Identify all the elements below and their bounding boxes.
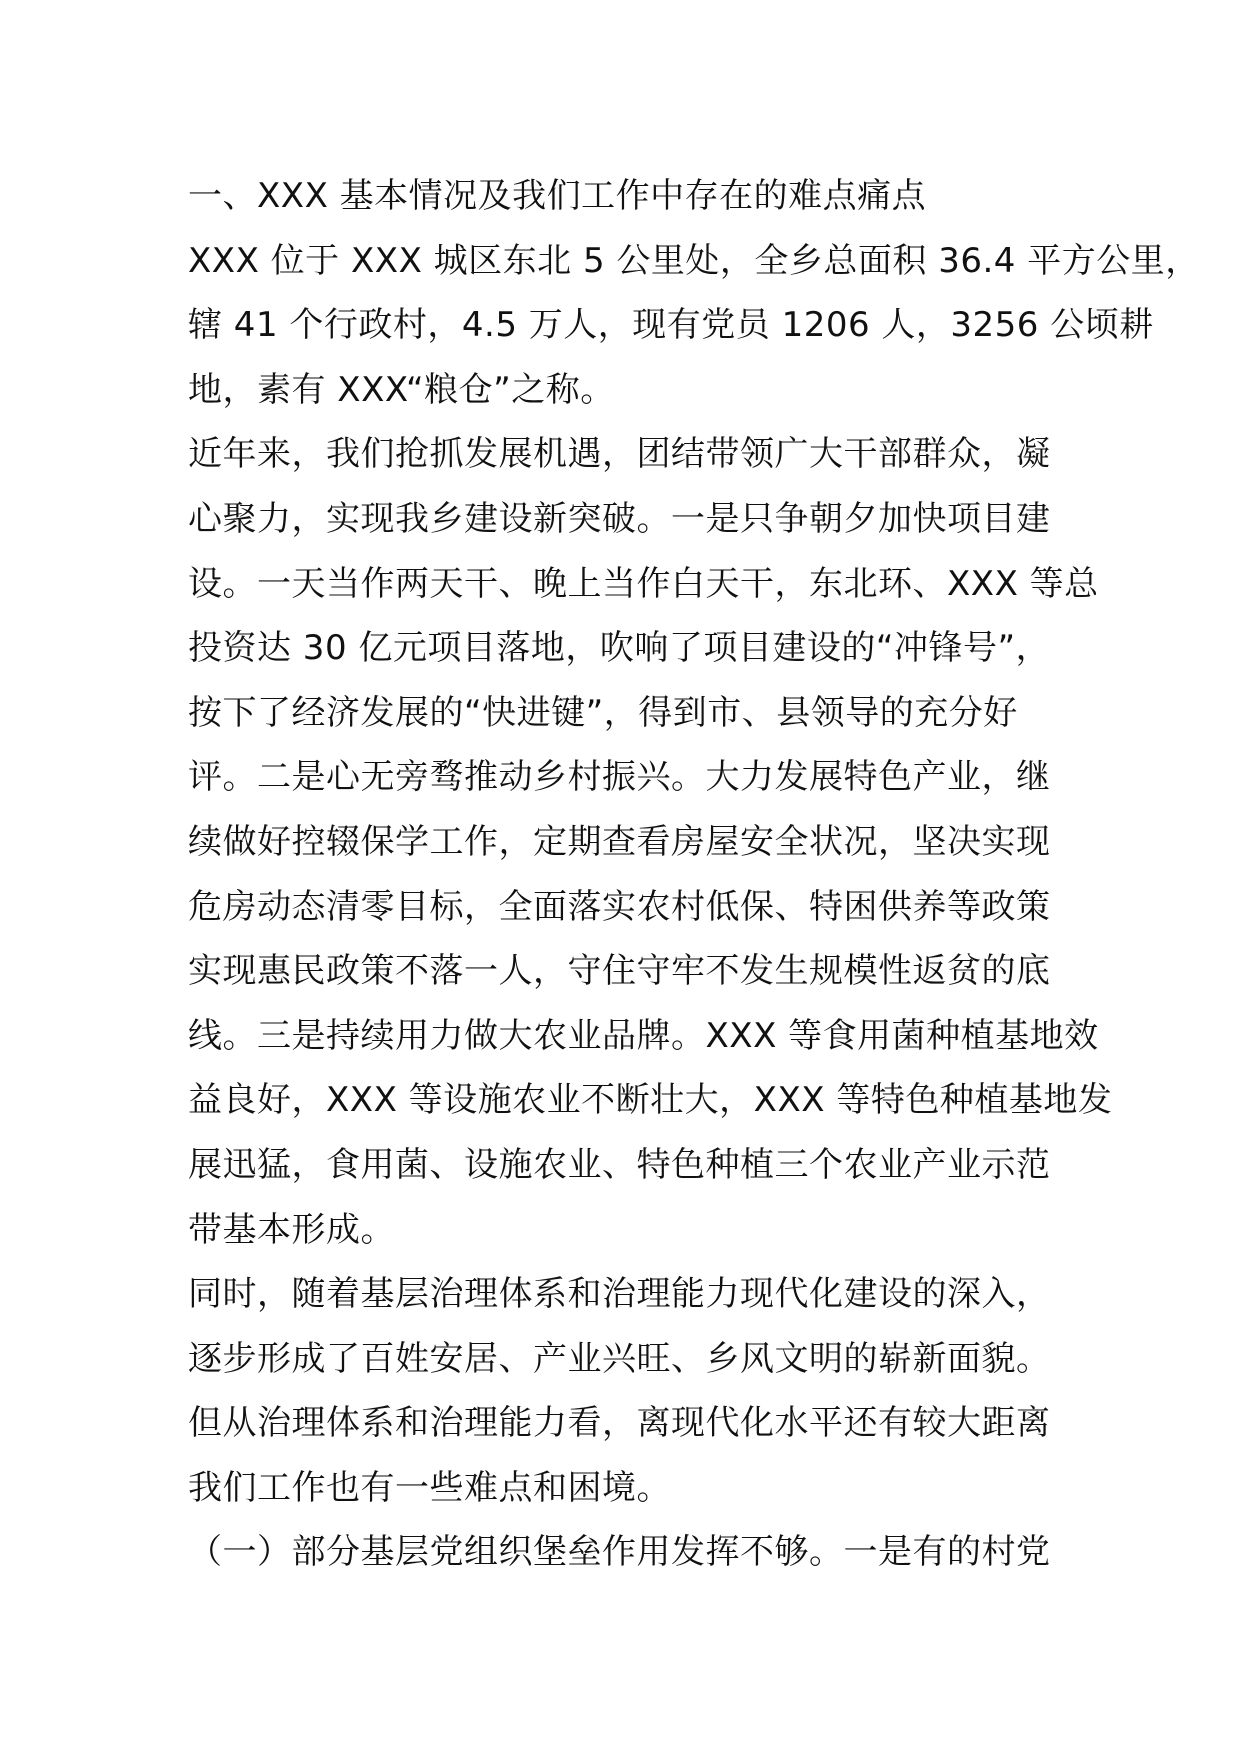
section-heading: 一、XXX 基本情况及我们工作中存在的难点痛点 <box>188 176 927 216</box>
text-line: 设。一天当作两天干、晚上当作白天干，东北环、XXX 等总 <box>188 563 1099 604</box>
text-line: 投资达 30 亿元项目落地，吹响了项目建设的“冲锋号”， <box>188 628 1051 669</box>
text-line: XXX 位于 XXX 城区东北 5 公里处，全乡总面积 36.4 平方公里， <box>188 240 1200 281</box>
text-line: 同时，随着基层治理体系和治理能力现代化建设的深入， <box>188 1274 1051 1315</box>
text-line: 心聚力，实现我乡建设新突破。一是只争朝夕加快项目建 <box>188 498 1051 539</box>
text-line: 近年来，我们抢抓发展机遇，团结带领广大干部群众，凝 <box>188 434 1051 475</box>
text-line: 带基本形成。 <box>188 1209 395 1250</box>
text-line: 危房动态清零目标，全面落实农村低保、特困供养等政策 <box>188 886 1051 927</box>
text-line: 按下了经济发展的“快进键”，得到市、县领导的充分好 <box>188 692 1018 733</box>
text-line: 线。三是持续用力做大农业品牌。XXX 等食用菌种植基地效 <box>188 1015 1099 1056</box>
text-line: 地，素有 XXX“粮仓”之称。 <box>188 369 615 410</box>
document-body <box>188 164 1200 1585</box>
text-line: 实现惠民政策不落一人，守住守牢不发生规模性返贫的底 <box>188 951 1051 992</box>
text-line: 评。二是心无旁骛推动乡村振兴。大力发展特色产业，继 <box>188 757 1051 798</box>
text-line: 辖 41 个行政村，4.5 万人，现有党员 1206 人，3256 公顷耕 <box>188 305 1154 346</box>
text-line: 续做好控辍保学工作，定期查看房屋安全状况，坚决实现 <box>188 821 1051 862</box>
text-line: 但从治理体系和治理能力看，离现代化水平还有较大距离 <box>188 1403 1051 1444</box>
text-line: 益良好，XXX 等设施农业不断壮大，XXX 等特色种植基地发 <box>188 1080 1113 1121</box>
text-line: 我们工作也有一些难点和困境。 <box>188 1467 671 1508</box>
subsection-heading: （一）部分基层党组织堡垒作用发挥不够。一是有的村党 <box>188 1532 1051 1573</box>
text-line: 逐步形成了百姓安居、产业兴旺、乡风文明的崭新面貌。 <box>188 1338 1051 1379</box>
text-line: 展迅猛，食用菌、设施农业、特色种植三个农业产业示范 <box>188 1144 1051 1185</box>
